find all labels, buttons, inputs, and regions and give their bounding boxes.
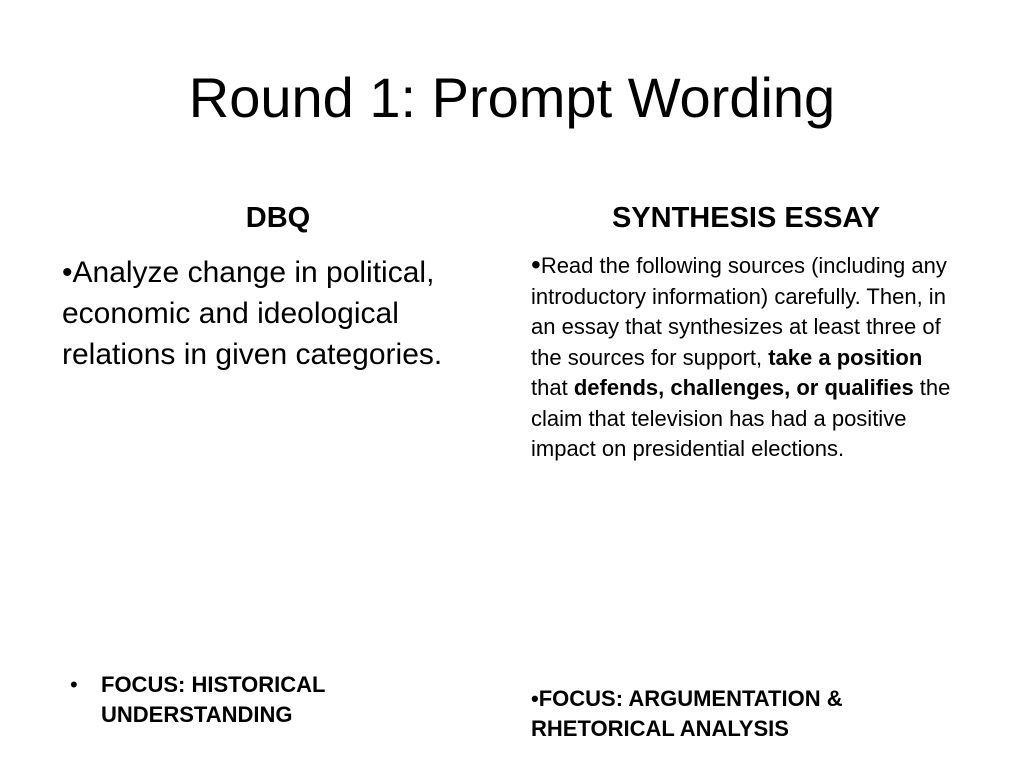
synthesis-prompt-text-2: that (531, 375, 574, 400)
slide-title: Round 1: Prompt Wording (188, 66, 836, 129)
bullet-icon: • (70, 672, 78, 697)
dbq-focus-text: FOCUS: HISTORICAL UNDERSTANDING (101, 672, 326, 727)
dbq-heading: DBQ (245, 202, 311, 234)
synthesis-prompt-emphasis-2: defends, challenges, or qualifies (573, 375, 914, 400)
dbq-prompt (62, 252, 502, 375)
synthesis-prompt-text-1: Read the following sources (including any introductory information) carefully. Then, in an essay that synthesizes at least three of the sources for support, (531, 253, 947, 370)
dbq-focus (70, 670, 490, 730)
bullet-icon: • (531, 249, 541, 280)
bullet-icon: • (62, 256, 73, 289)
synthesis-prompt-emphasis-1: take a position (768, 344, 923, 370)
synthesis-focus: •FOCUS: ARGUMENTATION & RHETORICAL ANALYSIS (531, 686, 843, 741)
dbq-prompt-text: Analyze change in political, economic and ideological relations in given categories. (62, 256, 443, 371)
synthesis-prompt-text-3: the claim that television has had a positive impact on presidential elections. (531, 375, 951, 461)
synthesis-heading: SYNTHESIS ESSAY (611, 202, 881, 234)
synthesis-prompt (531, 250, 961, 465)
